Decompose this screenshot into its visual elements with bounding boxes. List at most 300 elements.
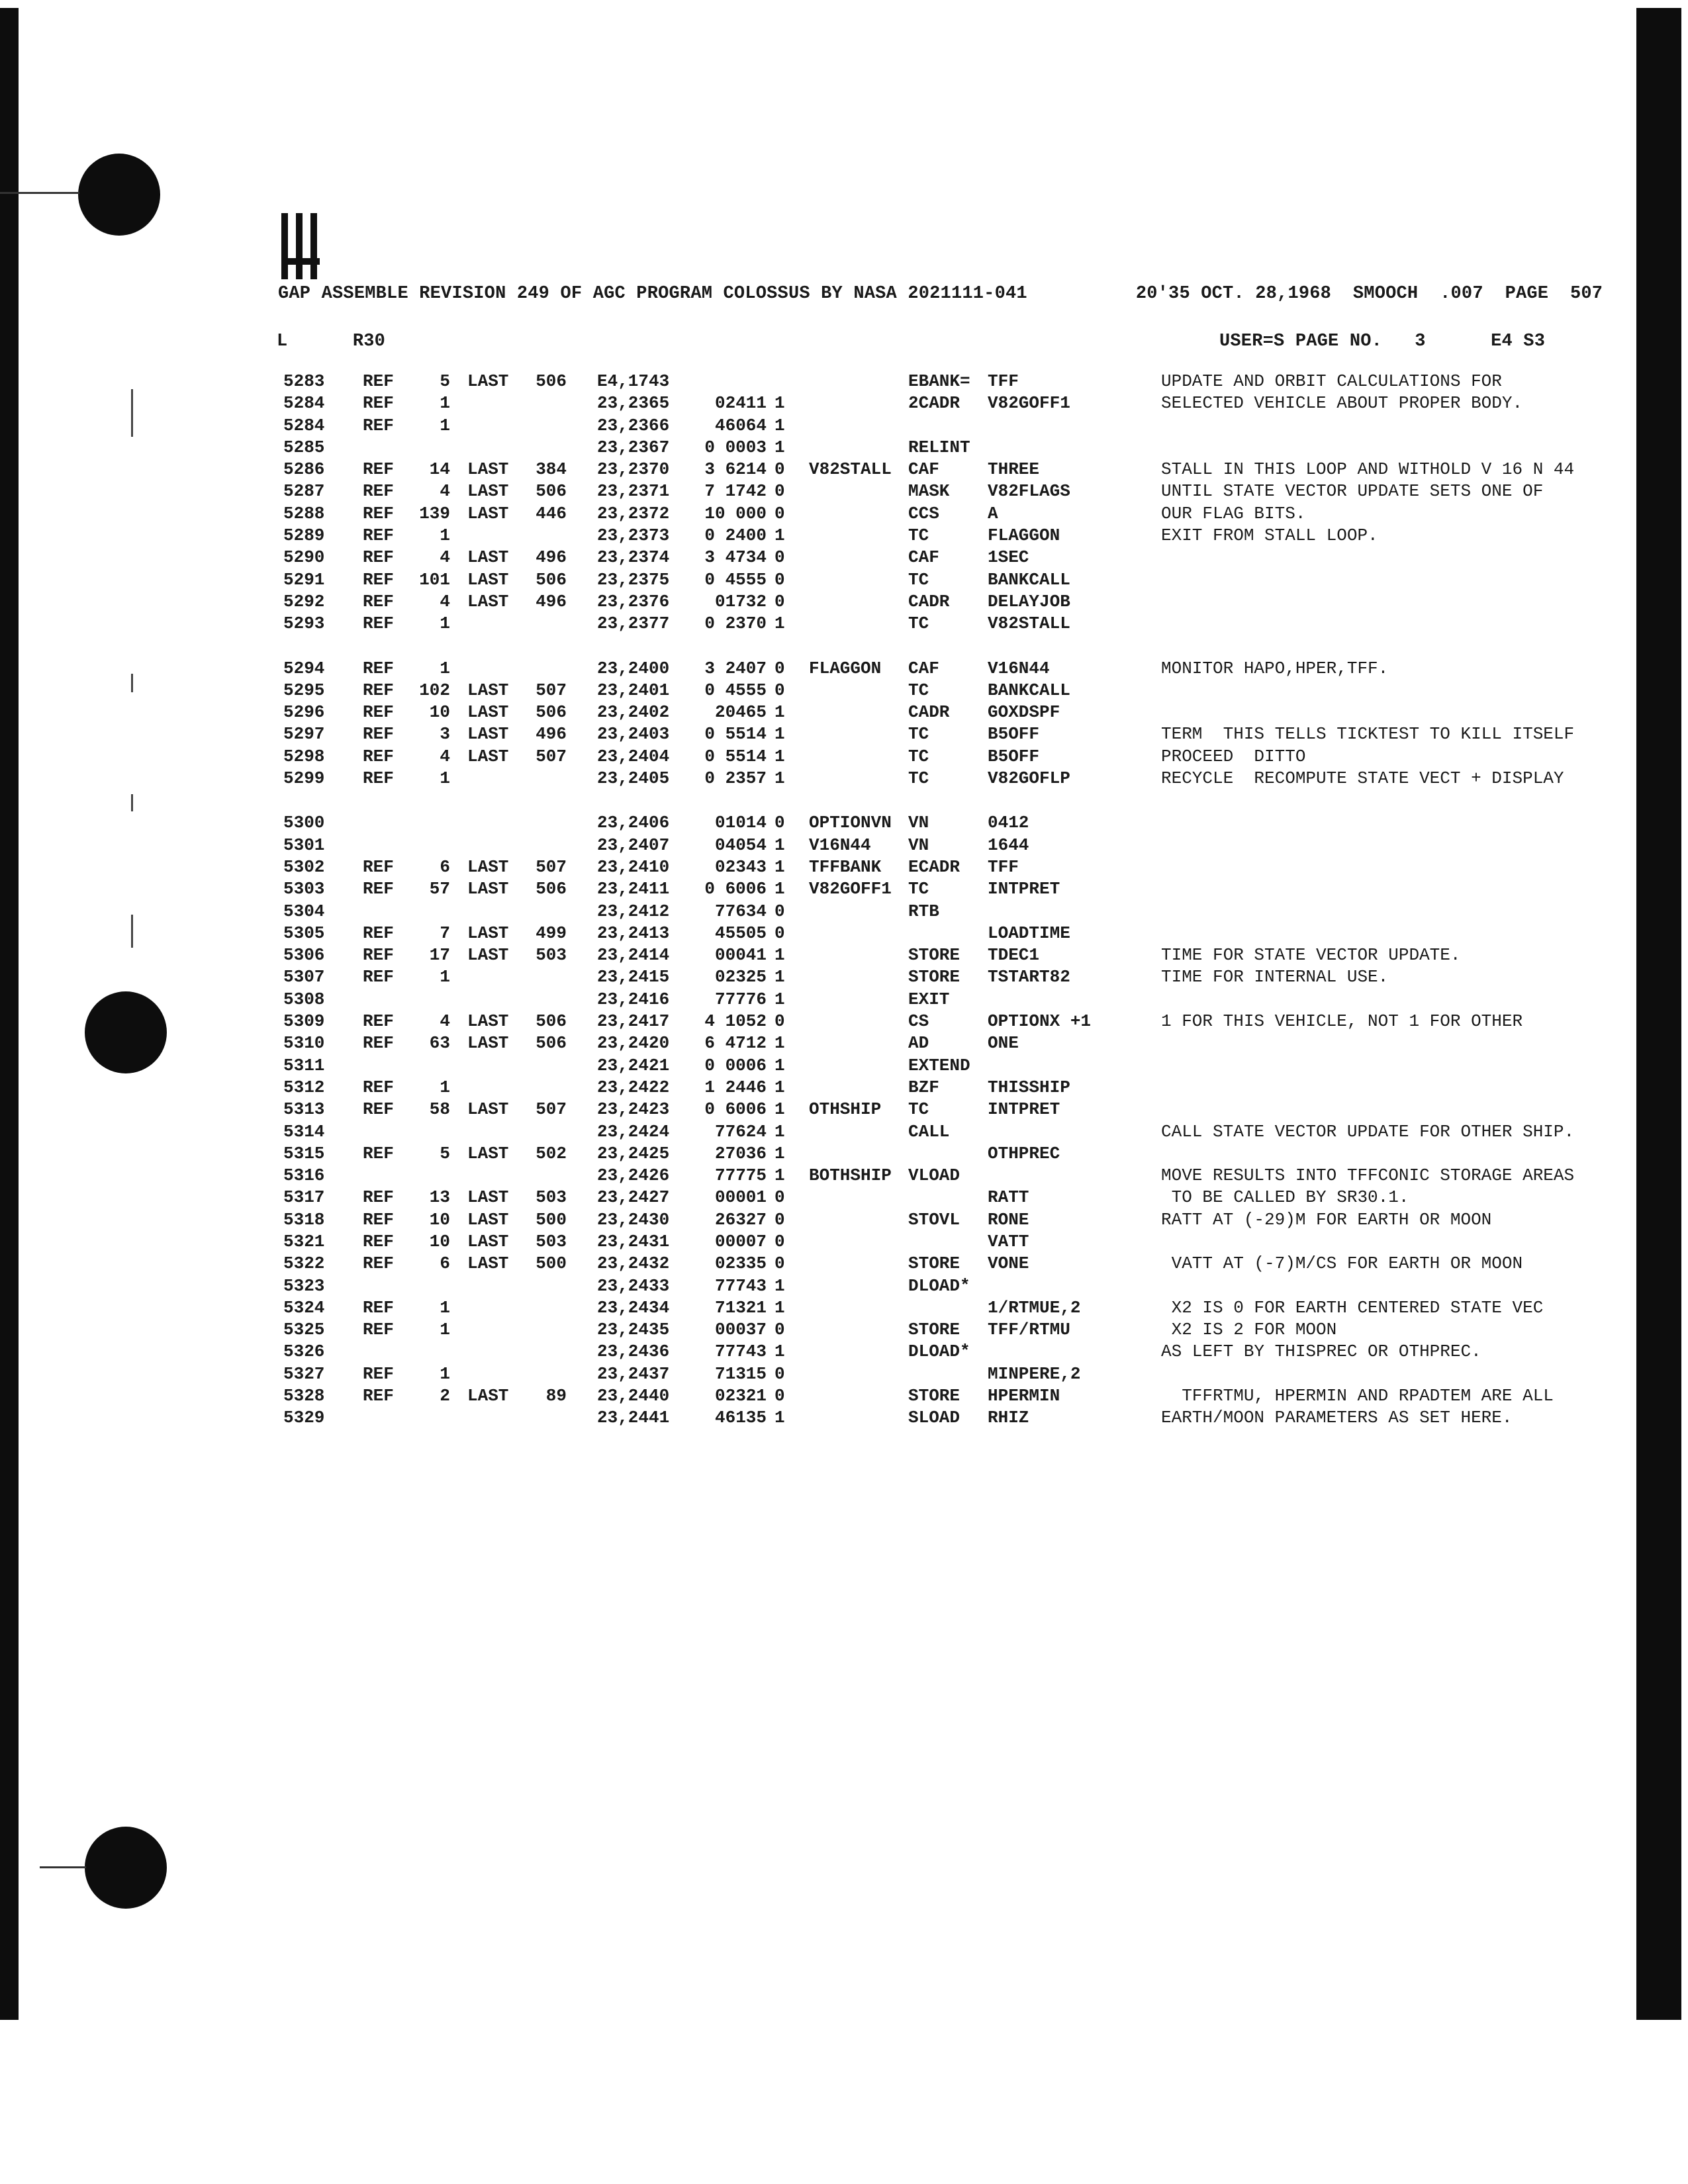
operand: BANKCALL [988,569,1070,590]
ref-count: 1 [440,1077,450,1097]
ref-keyword: REF [363,569,394,590]
opcode: CCS [908,503,939,523]
octal-word: 71315 [714,1363,767,1384]
octal-word: 00037 [714,1320,767,1340]
operand: VATT [988,1231,1029,1251]
ref-keyword: REF [363,1187,394,1208]
ref-count: 3 [440,724,450,745]
octal-word: 3 4734 [704,547,767,568]
parity-bit: 1 [774,989,785,1009]
parity-bit: 1 [774,835,785,855]
line-number: 5323 [283,1275,325,1296]
last-page: 506 [536,569,567,590]
ref-count: 101 [419,569,450,590]
memory-address: 23,2376 [597,591,670,612]
line-number: 5310 [283,1033,325,1054]
comment: MONITOR HAPO,HPER,TFF. [1161,658,1389,678]
operand: VONE [988,1253,1029,1274]
octal-word: 0 2370 [704,614,767,634]
parity-bit: 0 [774,680,785,700]
ref-count: 1 [440,1363,450,1384]
line-number: 5312 [283,1077,325,1097]
parity-bit: 1 [774,856,785,877]
last-keyword: LAST [467,547,509,568]
opcode: 2CADR [908,393,961,414]
opcode: TC [908,879,929,899]
code-label: TFFBANK [809,856,882,877]
ref-count: 17 [429,945,450,966]
ref-count: 4 [440,1011,450,1032]
assembly-prefix: GAP [278,284,311,304]
octal-word: 02325 [714,967,767,987]
memory-address: 23,2402 [597,702,670,723]
memory-address: 23,2373 [597,525,670,546]
octal-word: 0 0003 [704,437,767,457]
parity-bit: 1 [774,415,785,435]
ref-keyword: REF [363,547,394,568]
octal-word: 77776 [714,989,767,1009]
last-keyword: LAST [467,503,509,523]
ref-count: 4 [440,746,450,766]
parity-bit: 1 [774,1408,785,1428]
octal-word: 77624 [714,1121,767,1142]
line-number: 5326 [283,1342,325,1362]
line-number: 5284 [283,393,325,414]
opcode: AD [908,1033,929,1054]
line-number: 5291 [283,569,325,590]
operand: LOADTIME [988,923,1070,943]
line-number: 5295 [283,680,325,700]
comment: VATT AT (-7)M/CS FOR EARTH OR MOON [1161,1253,1523,1274]
subheader-right [1219,331,1545,353]
header-title: ASSEMBLE REVISION 249 OF AGC PROGRAM COLOSSUS BY NASA 2021111-041 [321,284,1027,304]
octal-word: 77634 [714,901,767,921]
bank-code: E4 S3 [1491,332,1546,351]
comment: CALL STATE VECTOR UPDATE FOR OTHER SHIP. [1161,1121,1575,1142]
last-keyword: LAST [467,481,509,502]
margin-mark-3 [131,794,133,811]
octal-word: 3 2407 [704,658,767,678]
memory-address: 23,2427 [597,1187,670,1208]
octal-word: 0 5514 [704,746,767,766]
opcode: TC [908,768,929,789]
line-number: 5284 [283,415,325,435]
header-page-label: PAGE [1505,284,1549,304]
parity-bit: 0 [774,1386,785,1406]
octal-word: 02343 [714,856,767,877]
opcode: SLOAD [908,1408,961,1428]
line-number: 5283 [283,371,325,391]
opcode: VN [908,813,929,833]
last-page: 499 [536,923,567,943]
line-number: 5296 [283,702,325,723]
line-number: 5298 [283,746,325,766]
opcode: VLOAD [908,1165,961,1186]
parity-bit: 0 [774,547,785,568]
parity-bit: 0 [774,1209,785,1230]
opcode: TC [908,614,929,634]
last-page: 89 [545,1386,567,1406]
code-label: OPTIONVN [809,813,892,833]
last-keyword: LAST [467,1253,509,1274]
ref-count: 6 [440,856,450,877]
opcode: MASK [908,481,950,502]
line-number: 5297 [283,724,325,745]
operand: INTPRET [988,1099,1060,1120]
line-number: 5315 [283,1143,325,1163]
line-number: 5300 [283,813,325,833]
octal-word: 7 1742 [704,481,767,502]
ref-count: 10 [429,1209,450,1230]
last-keyword: LAST [467,1143,509,1163]
last-page: 506 [536,879,567,899]
operand: TFF [988,371,1019,391]
ref-keyword: REF [363,768,394,789]
memory-address: 23,2425 [597,1143,670,1163]
operand: HPERMIN [988,1386,1060,1406]
opcode: VN [908,835,929,855]
operand: FLAGGON [988,525,1060,546]
last-keyword: LAST [467,923,509,943]
ref-keyword: REF [363,1099,394,1120]
parity-bit: 1 [774,437,785,457]
octal-word: 77775 [714,1165,767,1186]
scan-edge-right [1636,8,1681,2020]
opcode: DLOAD* [908,1342,970,1362]
comment: TERM THIS TELLS TICKTEST TO KILL ITSELF [1161,724,1575,745]
parity-bit: 1 [774,1121,785,1142]
line-number: 5302 [283,856,325,877]
ref-keyword: REF [363,1209,394,1230]
memory-address: 23,2432 [597,1253,670,1274]
parity-bit: 1 [774,746,785,766]
operand: MINPERE,2 [988,1363,1081,1384]
operand: DELAYJOB [988,591,1070,612]
memory-address: 23,2416 [597,989,670,1009]
comment: TO BE CALLED BY SR30.1. [1161,1187,1409,1208]
operand: THREE [988,459,1040,480]
octal-word: 10 000 [704,503,767,523]
octal-word: 01732 [714,591,767,612]
parity-bit: 1 [774,1297,785,1318]
opcode: TC [908,724,929,745]
subheader-left [277,331,385,353]
line-number: 5321 [283,1231,325,1251]
ref-count: 1 [440,415,450,435]
octal-word: 6 4712 [704,1033,767,1054]
opcode: CALL [908,1121,950,1142]
parity-bit: 1 [774,724,785,745]
octal-word: 02335 [714,1253,767,1274]
memory-address: 23,2417 [597,1011,670,1032]
ref-keyword: REF [363,1011,394,1032]
punch-hole-middle [85,991,167,1073]
memory-address: 23,2406 [597,813,670,833]
last-keyword: LAST [467,879,509,899]
octal-word: 0 0006 [704,1055,767,1075]
parity-bit: 0 [774,591,785,612]
octal-word: 3 6214 [704,459,767,480]
ref-count: 1 [440,393,450,414]
memory-address: 23,2420 [597,1033,670,1054]
octal-word: 0 2400 [704,525,767,546]
last-keyword: LAST [467,1099,509,1120]
opcode: ECADR [908,856,961,877]
operand: 0412 [988,813,1029,833]
parity-bit: 1 [774,1143,785,1163]
memory-address: 23,2367 [597,437,670,457]
octal-word: 0 4555 [704,680,767,700]
opcode: CAF [908,547,939,568]
parity-bit: 1 [774,967,785,987]
operand: TFF [988,856,1019,877]
octal-word: 71321 [714,1297,767,1318]
memory-address: 23,2372 [597,503,670,523]
opcode: EXIT [908,989,950,1009]
operand: B5OFF [988,724,1040,745]
last-page: 507 [536,746,567,766]
parity-bit: 0 [774,658,785,678]
ref-keyword: REF [363,1297,394,1318]
ref-keyword: REF [363,1363,394,1384]
operand: TDEC1 [988,945,1040,966]
code-label: V82STALL [809,459,892,480]
line-number: 5294 [283,658,325,678]
last-page: 384 [536,459,567,480]
last-page: 506 [536,481,567,502]
last-keyword: LAST [467,459,509,480]
last-keyword: LAST [467,1386,509,1406]
operand: V82STALL [988,614,1070,634]
octal-word: 27036 [714,1143,767,1163]
code-label: FLAGGON [809,658,882,678]
octal-word: 02321 [714,1386,767,1406]
ref-count: 13 [429,1187,450,1208]
ref-keyword: REF [363,503,394,523]
opcode: STORE [908,1386,961,1406]
ref-keyword: REF [363,1253,394,1274]
octal-word: 0 4555 [704,569,767,590]
ref-keyword: REF [363,856,394,877]
parity-bit: 0 [774,813,785,833]
octal-word: 20465 [714,702,767,723]
line-number: 5299 [283,768,325,789]
margin-mark-4 [131,915,133,948]
comment: AS LEFT BY THISPREC OR OTHPREC. [1161,1342,1481,1362]
comment: 1 FOR THIS VEHICLE, NOT 1 FOR OTHER [1161,1011,1523,1032]
header-user: SMOOCH [1352,284,1419,304]
operand: ONE [988,1033,1019,1054]
ref-count: 10 [429,702,450,723]
operand: OTHPREC [988,1143,1060,1163]
ref-keyword: REF [363,1143,394,1163]
parity-bit: 1 [774,1077,785,1097]
parity-bit: 0 [774,1011,785,1032]
line-number: 5289 [283,525,325,546]
punch-hole-top [78,154,160,236]
ref-count: 1 [440,614,450,634]
octal-word: 1 2446 [704,1077,767,1097]
header-version: .007 [1440,284,1483,304]
ref-count: 2 [440,1386,450,1406]
memory-address: 23,2422 [597,1077,670,1097]
line-number: 5322 [283,1253,325,1274]
code-label: BOTHSHIP [809,1165,892,1186]
memory-address: 23,2434 [597,1297,670,1318]
parity-bit: 0 [774,901,785,921]
opcode: CAF [908,459,939,480]
ref-count: 6 [440,1253,450,1274]
operand: TFF/RTMU [988,1320,1070,1340]
comment: MOVE RESULTS INTO TFFCONIC STORAGE AREAS [1161,1165,1575,1186]
memory-address: 23,2375 [597,569,670,590]
header-page-number: 507 [1570,284,1603,304]
last-page: 446 [536,503,567,523]
line-number: 5318 [283,1209,325,1230]
comment: X2 IS 2 FOR MOON [1161,1320,1337,1340]
parity-bit: 1 [774,945,785,966]
line-number: 5305 [283,923,325,943]
comment: UPDATE AND ORBIT CALCULATIONS FOR [1161,371,1502,391]
parity-bit: 1 [774,702,785,723]
memory-address: 23,2401 [597,680,670,700]
octal-word: 77743 [714,1342,767,1362]
last-page: 500 [536,1209,567,1230]
memory-address: 23,2414 [597,945,670,966]
line-number: 5290 [283,547,325,568]
last-page: 503 [536,1231,567,1251]
operand: V82FLAGS [988,481,1070,502]
opcode: TC [908,680,929,700]
parity-bit: 1 [774,525,785,546]
ref-keyword: REF [363,746,394,766]
parity-bit: 1 [774,768,785,789]
comment: STALL IN THIS LOOP AND WITHOLD V 16 N 44 [1161,459,1575,480]
parity-bit: 0 [774,1187,785,1208]
ref-keyword: REF [363,680,394,700]
opcode: BZF [908,1077,939,1097]
ref-count: 4 [440,481,450,502]
comment: TIME FOR INTERNAL USE. [1161,967,1389,987]
ref-keyword: REF [363,525,394,546]
ref-keyword: REF [363,1386,394,1406]
header-timestamp: 20'35 OCT. 28,1968 [1135,284,1332,304]
ref-count: 102 [419,680,450,700]
operand: INTPRET [988,879,1060,899]
octal-word: 0 5514 [704,724,767,745]
last-keyword: LAST [467,856,509,877]
comment: RATT AT (-29)M FOR EARTH OR MOON [1161,1209,1492,1230]
memory-address: 23,2404 [597,746,670,766]
ref-count: 1 [440,967,450,987]
octal-word: 46135 [714,1408,767,1428]
parity-bit: 0 [774,1231,785,1251]
operand: V16N44 [988,658,1050,678]
ref-keyword: REF [363,1320,394,1340]
last-keyword: LAST [467,569,509,590]
parity-bit: 1 [774,1342,785,1362]
opcode: RTB [908,901,939,921]
operand: OPTIONX +1 [988,1011,1092,1032]
memory-address: 23,2403 [597,724,670,745]
memory-address: 23,2435 [597,1320,670,1340]
memory-address: 23,2421 [597,1055,670,1075]
memory-address: 23,2365 [597,393,670,414]
memory-address: 23,2366 [597,415,670,435]
parity-bit: 1 [774,1165,785,1186]
last-keyword: LAST [467,1033,509,1054]
ref-keyword: REF [363,591,394,612]
octal-word: 00001 [714,1187,767,1208]
memory-address: 23,2431 [597,1231,670,1251]
opcode: EBANK= [908,371,970,391]
last-page: 506 [536,702,567,723]
line-number: 5304 [283,901,325,921]
memory-address: 23,2437 [597,1363,670,1384]
line-number: 5285 [283,437,325,457]
comment: EXIT FROM STALL LOOP. [1161,525,1378,546]
ref-count: 1 [440,658,450,678]
memory-address: 23,2423 [597,1099,670,1120]
operand: 1644 [988,835,1029,855]
code-label: V82GOFF1 [809,879,892,899]
page-header [278,283,1603,305]
ref-keyword: REF [363,923,394,943]
last-page: 506 [536,371,567,391]
parity-bit: 0 [774,459,785,480]
operand: 1/RTMUE,2 [988,1297,1081,1318]
last-keyword: LAST [467,1209,509,1230]
line-number: 5292 [283,591,325,612]
last-keyword: LAST [467,1187,509,1208]
last-page: 506 [536,1011,567,1032]
line-number: 5314 [283,1121,325,1142]
ref-count: 1 [440,1320,450,1340]
line-number: 5329 [283,1408,325,1428]
line-number: 5327 [283,1363,325,1384]
ref-keyword: REF [363,1033,394,1054]
memory-address: 23,2400 [597,658,670,678]
ref-keyword: REF [363,879,394,899]
operand: RATT [988,1187,1029,1208]
opcode: CADR [908,591,950,612]
opcode: CADR [908,702,950,723]
line-number: 5325 [283,1320,325,1340]
memory-address: 23,2410 [597,856,670,877]
memory-address: 23,2370 [597,459,670,480]
ref-keyword: REF [363,371,394,391]
parity-bit: 1 [774,614,785,634]
ref-count: 139 [419,503,450,523]
octal-word: 0 6006 [704,1099,767,1120]
operand: 1SEC [988,547,1029,568]
memory-address: 23,2377 [597,614,670,634]
last-keyword: LAST [467,724,509,745]
comment: TIME FOR STATE VECTOR UPDATE. [1161,945,1461,966]
last-keyword: LAST [467,591,509,612]
comment: X2 IS 0 FOR EARTH CENTERED STATE VEC [1161,1297,1544,1318]
operand: V82GOFF1 [988,393,1070,414]
line-number: 5308 [283,989,325,1009]
octal-word: 02411 [714,393,767,414]
last-keyword: LAST [467,945,509,966]
ref-keyword: REF [363,702,394,723]
ref-keyword: REF [363,459,394,480]
opcode: STOVL [908,1209,961,1230]
memory-address: 23,2426 [597,1165,670,1186]
line-number: 5309 [283,1011,325,1032]
line-number: 5307 [283,967,325,987]
